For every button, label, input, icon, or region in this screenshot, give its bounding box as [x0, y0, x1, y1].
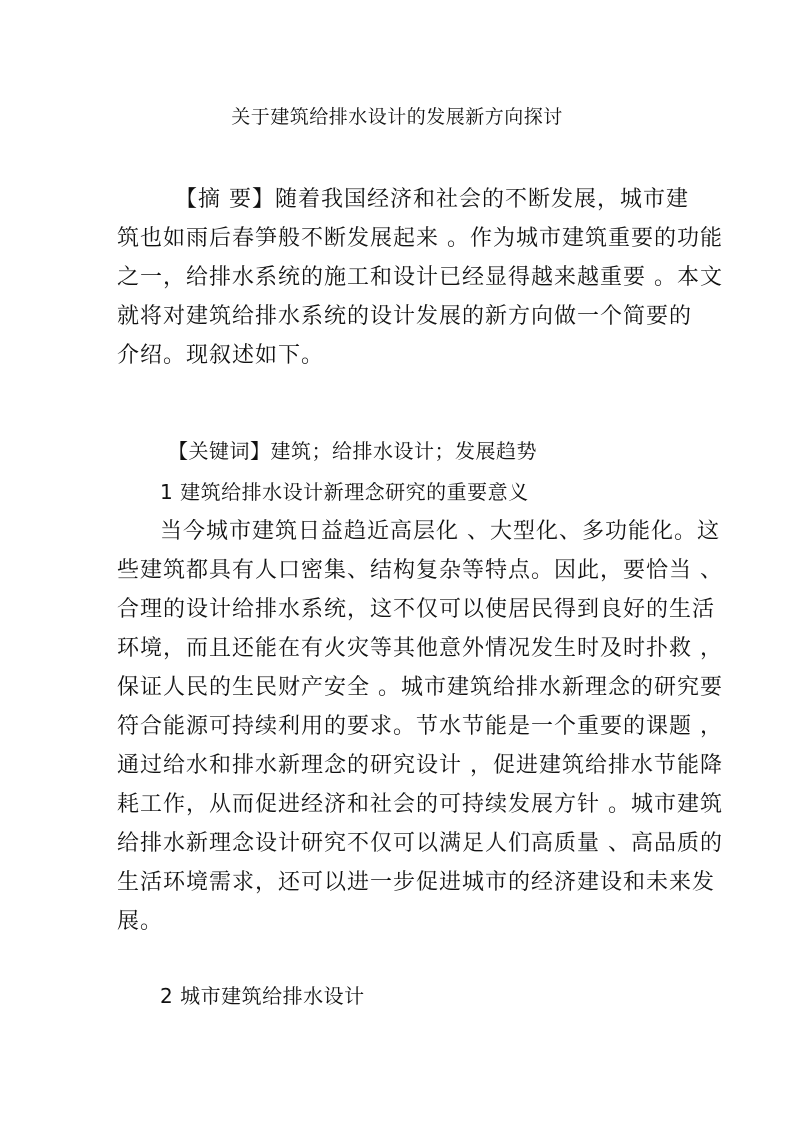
body-line: 环境，而且还能在有火灾等其他意外情况发生时及时扑救 ，: [117, 636, 723, 661]
body-line: 当今城市建筑日益趋近高层化 、大型化、多功能化。这: [160, 519, 720, 544]
body-line: 展。: [117, 909, 164, 934]
abstract-line: 介绍。现叙述如下。: [117, 343, 325, 368]
body-line: 通过给水和排水新理念的研究设计 ，促进建筑给排水节能降: [117, 753, 723, 778]
body-line: 些建筑都具有人口密集、结构复杂等特点。因此，要恰当 、: [117, 558, 723, 583]
body-line: 保证人民的生民财产安全 。城市建筑给排水新理念的研究要: [117, 675, 723, 700]
section-heading-2: 2 城市建筑给排水设计: [160, 984, 365, 1008]
abstract-line: 就将对建筑给排水系统的设计发展的新方向做一个简要的: [117, 304, 693, 329]
body-line: 合理的设计给排水系统，这不仅可以使居民得到良好的生活: [117, 597, 716, 622]
body-line: 给排水新理念设计研究不仅可以满足人们高质量 、高品质的: [117, 831, 723, 856]
keywords-line: 【关键词】建筑；给排水设计；发展趋势: [168, 439, 537, 463]
document-title: 关于建筑给排水设计的发展新方向探讨: [231, 106, 563, 128]
body-line: 生活环境需求，还可以进一步促进城市的经济建设和未来发: [117, 870, 716, 895]
body-line: 符合能源可持续利用的要求。节水节能是一个重要的课题 ，: [117, 714, 723, 739]
body-line: 耗工作，从而促进经济和社会的可持续发展方针 。城市建筑: [117, 792, 723, 817]
section-heading-1: 1 建筑给排水设计新理念研究的重要意义: [160, 480, 529, 504]
abstract-line: 筑也如雨后春笋般不断发展起来 。作为城市建筑重要的功能: [117, 226, 723, 251]
abstract-line: 【摘 要】随着我国经济和社会的不断发展，城市建: [175, 187, 689, 212]
abstract-line: 之一，给排水系统的施工和设计已经显得越来越重要 。本文: [117, 265, 723, 290]
